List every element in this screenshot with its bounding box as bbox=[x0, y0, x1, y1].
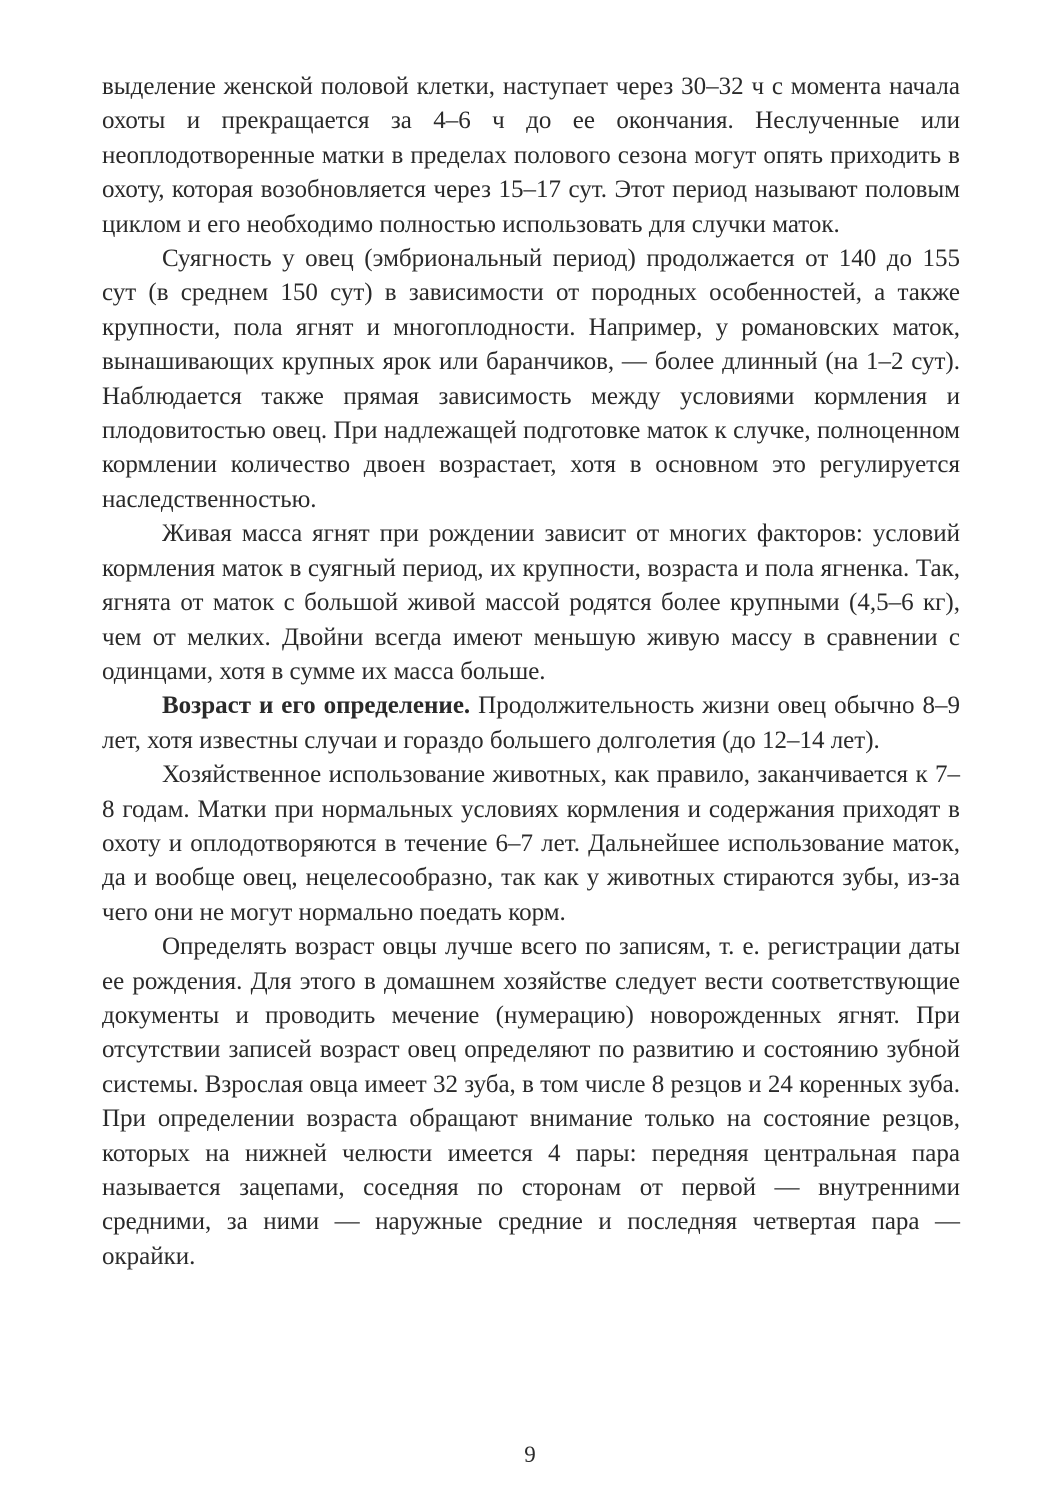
paragraph-age-determination: Определять возраст овцы лучше всего по записям, т. е. регистрации даты ее рождения. Для этого в домашнем хозяйстве следует вести соответствующие документы и проводить мечение (нумерацию) новорожденных ягнят. При отсутствии записей возраст овец определяют по развитию и состоянию зубной системы. Взрослая овца имеет 32 зуба, в том числе 8 резцов и 24 коренных зуба. При определении возраста обращают внимание только на состояние резцов, которых на нижней челюсти имеется 4 пары: передняя центральная пара называется зацепами, соседняя по сторонам от первой — внутренними средними, за ними — наружные средние и последняя четвертая пара — окрайки. bbox=[102, 933, 960, 1270]
paragraph-usage: Хозяйственное использование животных, как правило, заканчивается к 7–8 годам. Матки при нормальных условиях кормления и содержания приходят в охоту и оплодотворяются в течение 6–7 лет. Дальнейшее использование маток, да и вообще овец, нецелесообразно, так как у животных стираются зубы, из-за чего они не могут нормально поедать корм. bbox=[102, 761, 960, 926]
section-heading: Возраст и его определение. bbox=[162, 692, 471, 720]
section-text: Продолжительность жизни овец обычно 8–9 лет, хотя известны случаи и гораздо большего долголетия (до 12–14 лет). bbox=[102, 692, 961, 754]
paragraph-continuation: выделение женской половой клетки, наступает через 30–32 ч с момента начала охоты и прекращается за 4–6 ч до ее окончания. Неслученные или неоплодотворенные матки в пределах полового сезона могут опять приходить в охоту, которая возобновляется через 15–17 сут. Этот период называют половым циклом и его необходимо полностью использовать для случки маток. bbox=[102, 73, 960, 238]
paragraph-pregnancy: Суягность у овец (эмбриональный период) продолжается от 140 до 155 сут (в среднем 150 сут) в зависимости от породных особенностей, а также крупности, пола ягнят и многоплодности. Например, у романовских маток, вынашивающих крупных ярок или баранчиков, — более длинный (на 1–2 сут). Наблюдается также прямая зависимость между условиями кормления и плодовитостью овец. При надлежащей подготовке маток к случке, полноценном кормлении количество двоен возрастает, хотя в основном это регулируется наследственностью. bbox=[102, 245, 960, 513]
page-number: 9 bbox=[524, 1442, 536, 1467]
paragraph-lamb-weight: Живая масса ягнят при рождении зависит от многих факторов: условий кормления маток в суягный период, их крупности, возраста и пола ягненка. Так, ягнята от маток с большой живой массой родятся более крупными (4,5–6 кг), чем от мелких. Двойни всегда имеют меньшую живую массу в сравнении с одинцами, хотя в сумме их масса больше. bbox=[102, 520, 960, 685]
page-body bbox=[102, 70, 960, 1274]
paragraph-age-section bbox=[102, 689, 960, 758]
